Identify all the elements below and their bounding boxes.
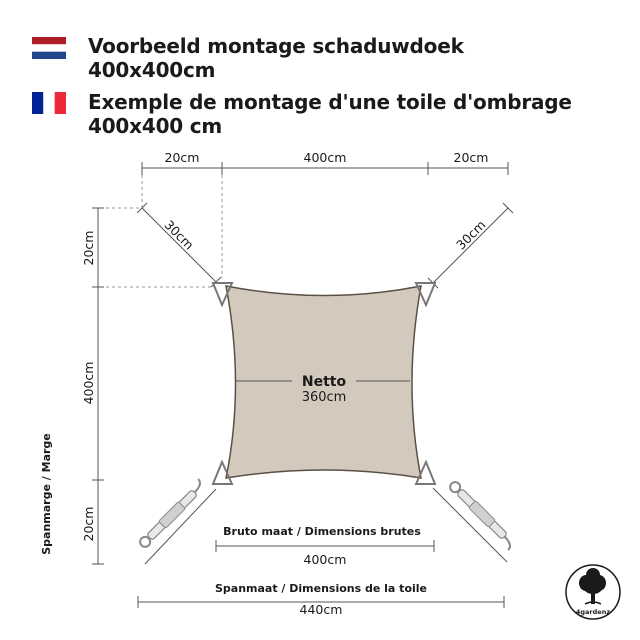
diagonal-left — [137, 203, 221, 287]
dim-left-middle: 400cm — [81, 361, 96, 405]
left-dimension — [81, 208, 104, 564]
netto-value: 360cm — [301, 390, 347, 405]
dim-left-bottom: 20cm — [81, 506, 96, 542]
span-dimension — [138, 582, 504, 617]
turnbuckle-left-icon — [137, 479, 207, 549]
bruto-value: 400cm — [303, 552, 347, 567]
brand-logo — [566, 565, 620, 619]
title-nl-line1: Voorbeeld montage schaduwdoek — [88, 34, 464, 58]
span-value: 440cm — [299, 602, 343, 617]
diagonal-right — [428, 203, 513, 288]
title-fr-line2: 400x400 cm — [88, 114, 223, 138]
top-dimension — [142, 150, 508, 175]
title-fr-line1: Exemple de montage d'une toile d'ombrage — [88, 90, 572, 114]
dim-top-right: 20cm — [453, 150, 489, 165]
dim-diag-right: 30cm — [453, 217, 489, 253]
bruto-label: Bruto maat / Dimensions brutes — [223, 525, 421, 538]
dim-left-top: 20cm — [81, 230, 96, 266]
logo-text: 4gardenz — [575, 608, 611, 616]
dim-top-left: 20cm — [164, 150, 200, 165]
bruto-dimension — [216, 525, 434, 567]
dim-top-middle: 400cm — [303, 150, 347, 165]
turnbuckle-right-icon — [447, 480, 517, 550]
span-label: Spanmaat / Dimensions de la toile — [214, 582, 428, 595]
netto-label: Netto — [301, 374, 347, 390]
side-label: Spanmarge / Marge — [40, 433, 53, 555]
title-nl-line2: 400x400cm — [88, 58, 216, 82]
dim-diag-left: 30cm — [161, 217, 197, 253]
